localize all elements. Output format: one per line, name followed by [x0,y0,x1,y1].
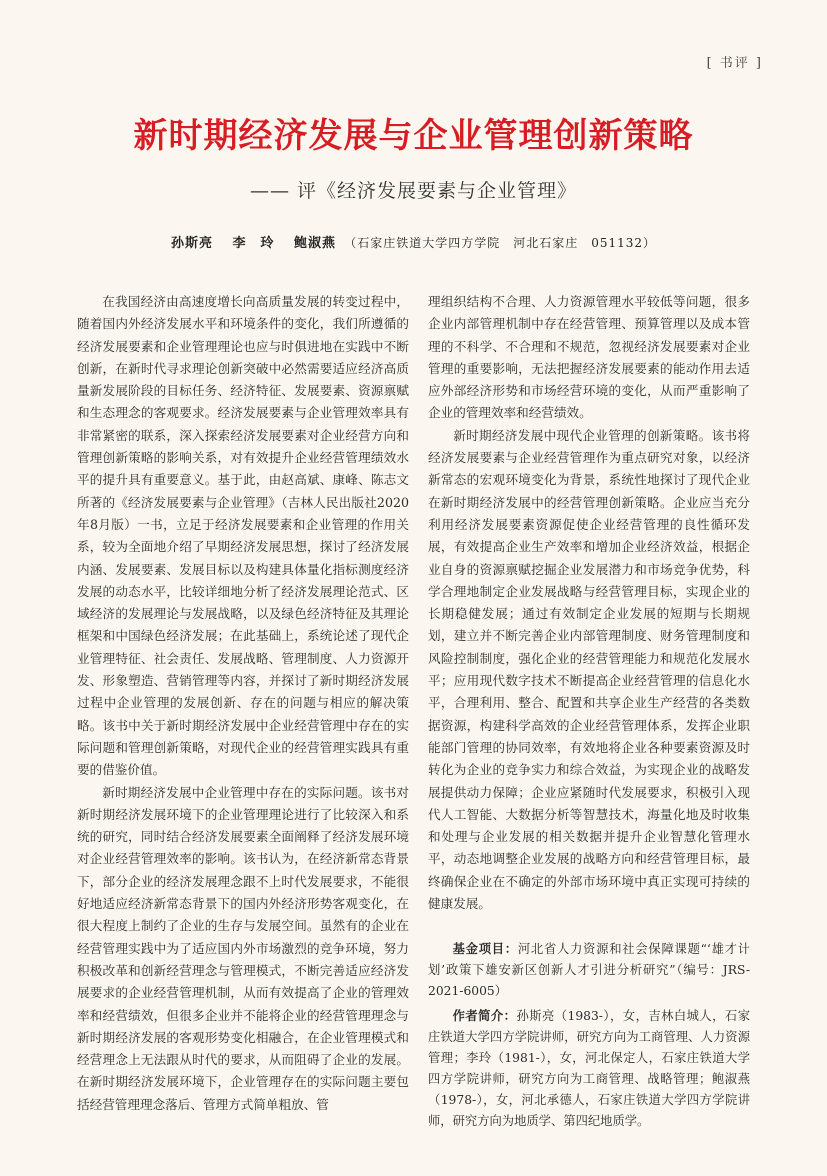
body-paragraph: 在我国经济由高速度增长向高质量发展的转变过程中，随着国内外经济发展水平和环境条件的变化，我们所遵循的经济发展要素和企业管理理论也应与时俱进地在实践中不断创新，在新时代寻求理论创新突破中必然需要适应经济高质量新发展阶段的目标任务、经济特征、发展要素、资源禀赋和生态理念的客观要求。经济发展要素与企业管理效率具有非常紧密的联系，深入探索经济发展要素对企业经营方向和管理创新策略的影响关系，对有效提升企业经营管理绩效水平的提升具有重要意义。基于此，由赵高斌、康峰、陈志文所著的《经济发展要素与企业管理》（吉林人民出版社2020年8月版）一书，立足于经济发展要素和企业管理的作用关系，较为全面地介绍了早期经济发展思想，探讨了经济发展内涵、发展要素、发展目标以及构建具体量化指标测度经济发展的动态水平，比较详细地分析了经济发展理论范式、区域经济的发展理论与发展战略，以及绿色经济特征及其理论框架和中国绿色经济发展；在此基础上，系统论述了现代企业管理特征、社会责任、发展战略、管理制度、人力资源开发、形象塑造、营销管理等内容，并探讨了新时期经济发展过程中企业管理的发展创新、存在的问题与相应的解决策略。该书中关于新时期经济发展中企业经营管理中存在的实际问题和管理创新策略，对现代企业的经营管理实践具有重要的借鉴价值。 [77,294,409,778]
fund-note [428,939,750,1002]
section-tag: [ 书评 ] [706,56,763,71]
fund-text: 河北省人力资源和社会保障课题“‘雄才计划’政策下雄安新区创新人才引进分析研究”（编号：JRS-2021-6005） [428,942,750,999]
author-bio-label: 作者简介： [452,1009,517,1024]
body-paragraph-continued: 理组织结构不合理、人力资源管理水平较低等问题，很多企业内部管理机制中存在经营管理、预算管理以及成本管理的不科学、不合理和不规范，忽视经济发展要素对企业管理的重要影响，无法把握经济发展要素的能动作用去适应外部经济形势和市场经营环境的变化，从而严重影响了企业的管理效率和经营绩效。 [428,294,750,421]
author-bio-text: 孙斯亮（1983-），女，吉林白城人，石家庄铁道大学四方学院讲师，研究方向为工商管理、人力资源管理；李玲（1981-），女，河北保定人，石家庄铁道大学四方学院讲师，研究方向为工商管理、战略管理；鲍淑燕（1978-），女，河北承德人，石家庄铁道大学四方学院讲师，研究方向为地质学、第四纪地质学。 [428,1009,750,1129]
left-column [77,291,409,1116]
author-affiliation: （石家庄铁道大学四方学院 河北石家庄 051132） [344,236,656,250]
article-footnotes [428,939,750,1132]
right-column [428,291,750,1136]
article-title: 新时期经济发展与企业管理创新策略 [133,116,694,156]
body-paragraph: 新时期经济发展中企业管理中存在的实际问题。该书对新时期经济发展环境下的企业管理理论进行了比较深入和系统的研究，同时结合经济发展要素全面阐释了经济发展环境对企业经营管理效率的影响。该书认为，在经济新常态背景下，部分企业的经济发展理念跟不上时代发展要求，不能很好地适应经济新常态背景下的国内外经济形势客观变化，在很大程度上制约了企业的生存与发展空间。虽然有的企业在经营管理实践中为了适应国内外市场激烈的竞争环境，努力积极改革和创新经营理念与管理模式，不断完善适应经济发展要求的企业经营管理机制，从而有效提高了企业的管理效率和经营绩效，但很多企业并不能将企业的经营管理理念与新时期经济发展的客观形势变化相融合，在企业管理模式和经营理念上无法跟从时代的要求，从而阻碍了企业的发展。在新时期经济发展环境下，企业管理存在的实际问题主要包括经营管理理念落后、管理方式简单粗放、管 [77,784,409,1112]
author-bio [428,1006,750,1132]
article-subtitle: —— 评《经济发展要素与企业管理》 [249,180,578,202]
author-names: 孙斯亮 李 玲 鲍淑燕 [170,236,337,251]
author-line [0,232,827,251]
body-paragraph: 新时期经济发展中现代企业管理的创新策略。该书将经济发展要素与企业经营管理作为重点研究对象，以经济新常态的宏观环境变化为背景，系统性地探讨了现代企业在新时期经济发展中的经营管理创新策略。企业应当充分利用经济发展要素资源促使企业经营管理的良性循环发展，有效提高企业生产效率和增加企业经济效益，根据企业自身的资源禀赋挖掘企业发展潜力和市场竞争优势，科学合理地制定企业发展战略与经营管理目标，实现企业的长期稳健发展；通过有效制定企业发展的短期与长期规划，建立并不断完善企业内部管理制度、财务管理制度和风险控制制度，强化企业的经营管理能力和规范化发展水平；应用现代数字技术不断提高企业经营管理的信息化水平，合理利用、整合、配置和共享企业生产经营的各类数据资源，构建科学高效的企业经营管理体系，发挥企业职能部门管理的协同效率，有效地将企业各种要素资源及时转化为企业的竞争实力和综合效益，为实现企业的战略发展提供动力保障；企业应紧随时代发展要求，积极引入现代人工智能、大数据分析等智慧技术，海量化地及时收集和处理与企业发展的相关数据并提升企业智慧化管理水平，动态地调整企业发展的战略方向和经营管理目标，最终确保企业在不确定的外部市场环境中真正实现可持续的健康发展。 [428,427,750,912]
fund-label: 基金项目： [452,942,518,957]
